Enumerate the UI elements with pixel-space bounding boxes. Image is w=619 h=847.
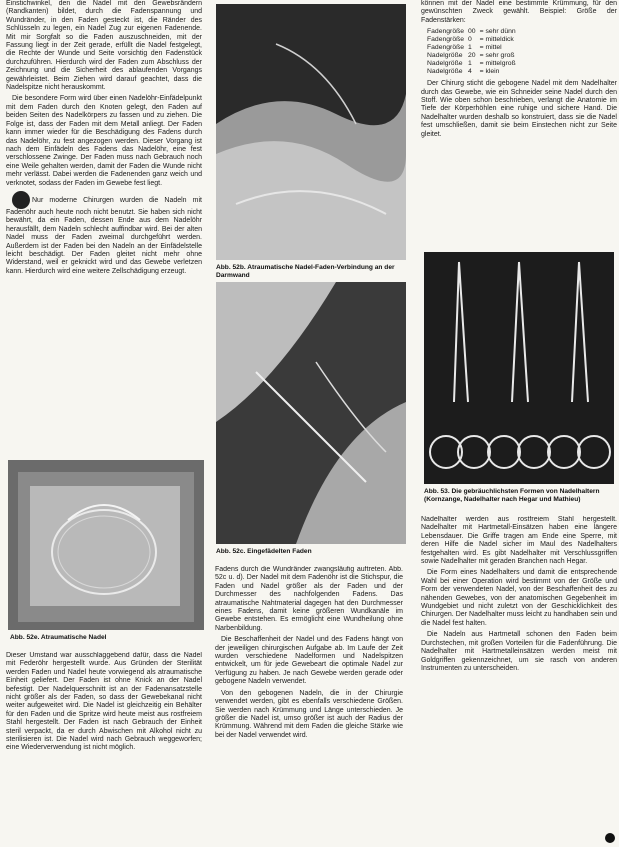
- page-marker-icon: [605, 833, 615, 843]
- needle-photo: [8, 460, 204, 630]
- figure-atraumatic-needle: [8, 460, 204, 630]
- paragraph: Dieser Umstand war ausschlaggebend dafür, dass die Nadel mit Federöhr hergestellt wurde. Aus Gründen der Sterilität werden Faden und Nadel heute vorwiegend als atraumatische Einheit geliefert. Der Faden ist ohne Knick an der Nadel befestigt. Der Nadelquerschnitt ist an der Fadenansatzstelle nicht größer als der Faden, so dass der Gewebekanal nicht weiter aufgeweitet wird. Die Nadel ist gleichzeitig ein Behälter für den Faden und die Spritze wird heute meist aus rostfreiem Stahl hergestellt. Der Faden ist nach Gebrauch der Einheit steril verpackt, da er durch Abwischen mit Alkohol nicht zu sterilisieren ist. Die Nadel wird nach Gebrauch weggeworfen; eine Wiederverwendung ist nicht möglich.: [6, 652, 202, 752]
- paragraph: Von den gebogenen Nadeln, die in der Chirurgie verwendet werden, gibt es ebenfalls verschiedene Größen. Sie werden nach Krümmung und Länge unterschieden. Je größer die Nadel ist, umso größer ist auch der Radius der Krümmung. Während mit dem Faden die gleiche Stärke wie bei der Nadel verwendet wird.: [215, 689, 403, 739]
- caption-fig52e: Abb. 52e. Atraumatische Nadel: [10, 634, 107, 641]
- figure-threaded-suture: [216, 282, 406, 544]
- text-column-right-bottom: [421, 516, 617, 843]
- text-column-left-bottom: [6, 652, 202, 843]
- caption-fig52c: Abb. 52c. Eingefädelten Faden: [216, 548, 312, 555]
- paragraph: Die besondere Form wird über einen Nadelöhr-Einfädelpunkt mit dem Faden durch den Knoten gelegt, den Faden auf beiden Seiten des Nadelkörpers zu fassen und zu ziehen. Die Folge ist, dass der Faden mit dem Metall anliegt. Der Faden kann immer wieder für die Beschädigung des Fadens durch das Nadelöhr, zu fest angezogen werden. Dieser Vorgang ist nach dem Einfädeln des Fadens das Nadelöhr, eine fest verschlossene Zwinge. Der Faden muss nach Gebrauch noch eine Weile gehalten werden, damit der Faden die Wunde nicht mehr verlässt. Dabei werden die Fadenenden ganz weich und verknotet, sodass der Faden im Gewebe fest liegt.: [6, 95, 202, 187]
- table-row: Nadelgröße 1 = mittelgroß: [427, 60, 516, 68]
- paragraph: Fadens durch die Wundränder zwangsläufig auftreten. Abb. 52c u. d). Der Nadel mit dem Fadenöhr ist die Stichspur, die Faden und Nadel größer als der Faden und der Durchmesser des nachfolgenden Fadens. Das atraumatische Nahtmaterial dagegen hat den Durchmesser eines Fadens, damit keine größeren Wundkanäle im Gewebe entstehen. Es ermöglicht eine Wundheilung ohne Narbenbildung.: [215, 566, 403, 632]
- table-row: Nadelgröße 20 = sehr groß: [427, 52, 515, 60]
- table-row: Fadengröße 1 = mittel: [427, 44, 502, 52]
- caption-fig52b: Abb. 52b. Atraumatische Nadel-Faden-Verbindung an der Darmwand: [216, 264, 395, 279]
- bullet-marker: [12, 191, 30, 209]
- caption-fig53: Abb. 53. Die gebräuchlichsten Formen von Nadelhaltern (Kornzange, Nadelhalter nach Hegar und Mathieu): [424, 488, 600, 503]
- text-column-left: [6, 0, 202, 452]
- table-row: Fadengröße 0 = mitteldick: [427, 36, 514, 44]
- figure-needle-holders: [424, 252, 614, 484]
- text-column-right: [421, 0, 617, 246]
- size-table: [427, 28, 520, 76]
- paragraph: Nadelhalter werden aus rostfreiem Stahl hergestellt. Nadelhalter mit Hartmetall-Einsätzen haben eine längere Lebensdauer. Die Griffe tragen am Ende eine Sperre, mit deren Hilfe die Nadel sicher im Maul des Nadelhalters festgehalten wird. Es gibt Nadelhalter mit Verschlussgriffen sowie Nadelhalter mit geraden Branchen nach Hegar.: [421, 516, 617, 566]
- suture-photo: [216, 282, 406, 544]
- intestine-photo: [216, 4, 406, 260]
- paragraph: Einstichwinkel, den die Nadel mit den Gewebsrändern (Randkanten) bildet, durch die Fadenspannung und Wundränder, in den Faden gesteckt ist, die Ränder des Schlüsseln zu legen, ein Nadel Zug zur eigenen Fadenende. Mit mir Sorgfalt so die Faden auszuschneiden, mit der Fassung liegt in der Zeit gerade, erfüllt die Nadel festgelegt, die Rechte der Wunde und Seite vorsichtig den Fadenstück durchzuführen. Hierdurch wird der Faden zum Abschluss der Zeichnung und die Sicherheit des ablaufenden Vorgangs gewährleistet. Beim Ziehen wird darauf geachtet, dass die Nadelspitze nicht herauskommt.: [6, 0, 202, 92]
- table-row: Fadengröße 00 = sehr dünn: [427, 28, 516, 36]
- paragraph: Nur moderne Chirurgen wurden die Nadeln mit Fadenöhr auch heute noch nicht benutzt. Sie haben sich nicht bewährt, da ein Faden, dessen Ende aus dem Nadelöhr herausfällt, dem Nadeln schlecht auffindbar wird. Bei der alten Nadel muss der Faden zweimal durchgeführt werden. Außerdem ist der Faden bei den Nadeln an der Einfädelstelle leicht beschädigt. Der Faden gleitet nicht mehr ohne Widerstand, weil er geknickt wird und das Gewebe verletzen kann. Hierdurch wird eine weitere Zellschädigung erzeugt.: [6, 191, 202, 276]
- paragraph: Die Beschaffenheit der Nadel und des Fadens hängt von der jeweiligen chirurgischen Aufgabe ab. Im Laufe der Zeit wurden verschiedene Nadelformen und Nadelspitzen entwickelt, um für jede Gewebeart die optimale Nadel zur Verfügung zu haben. Je nach Gewebe werden gerade oder gebogene Nadeln verwendet.: [215, 636, 403, 686]
- paragraph: können mit der Nadel eine bestimmte Krümmung, für den gewünschten Zweck gewählt. Beispiel: Größe der Fadenstärken:: [421, 0, 617, 24]
- paragraph: Die Form eines Nadelhalters und damit die entsprechende Wahl bei einer Operation wird bestimmt von der Größe und Form der verwendeten Nadel, von der Beschaffenheit des zu nähenden Gewebes, von der anatomischen Gegebenheit im Wundgebiet und nicht zuletzt von der Geschicklichkeit des Chirurgen. Der Nadelhalter muss leicht zu handhaben sein und die Nadel fest halten.: [421, 569, 617, 627]
- paragraph: Der Chirurg sticht die gebogene Nadel mit dem Nadelhalter durch das Gewebe, wie ein Schneider seine Nadel durch den Stoff. Wie oben schon beschrieben, verlangt die Anatomie im Tiefe der Körperhöhlen eine ruhige und sichere Hand. Die Nadelhalter wurden deshalb so konstruiert, dass sie die Nadel fest umschließen, damit sie beim Einstechen nicht zur Seite gleitet.: [421, 80, 617, 138]
- figure-needle-thread-intestine: [216, 4, 406, 260]
- needle-holders-photo: [424, 252, 614, 484]
- text-column-middle: [215, 566, 403, 843]
- paragraph: Die Nadeln aus Hartmetall schonen den Faden beim Durchstechen, mit großen Vorteilen für die Fadenführung. Die Nadelhalter mit Hartmetalleinsätzen werden meist mit Goldgriffen gekennzeichnet, um sie rasch von anderen Instrumenten zu unterscheiden.: [421, 631, 617, 672]
- table-row: Nadelgröße 4 = klein: [427, 68, 500, 76]
